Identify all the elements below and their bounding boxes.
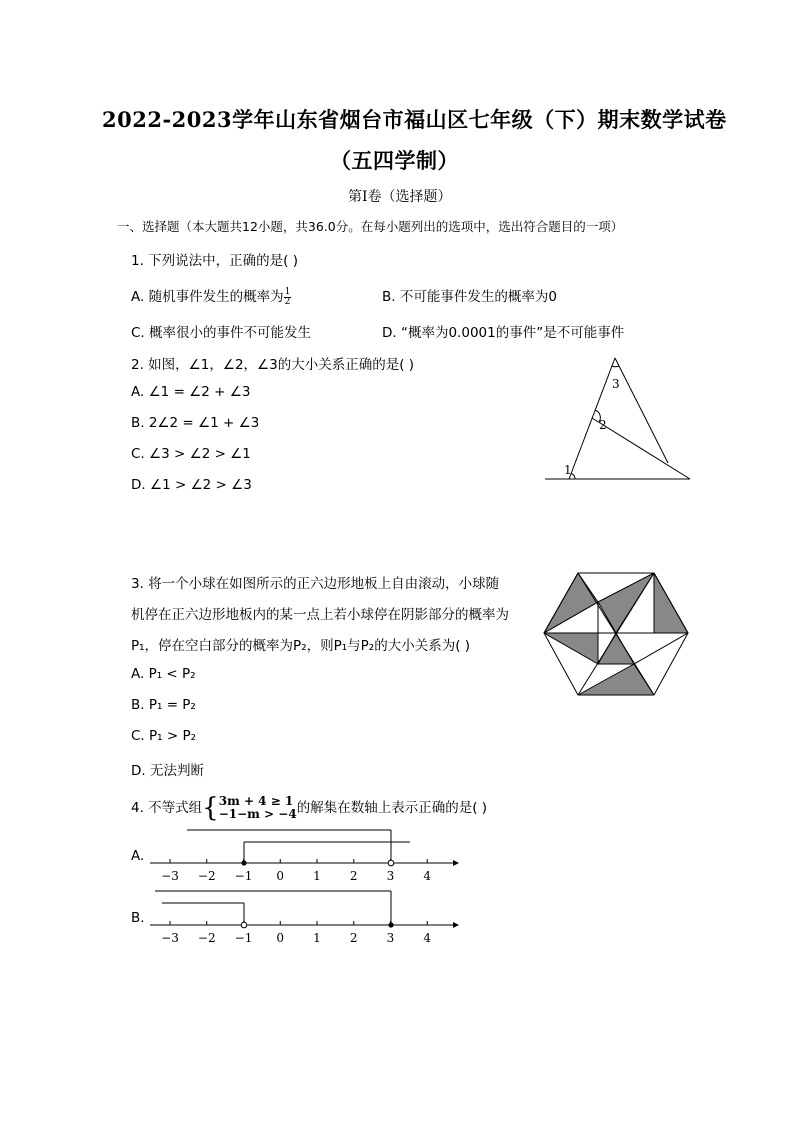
q4b-tick-label: −3 xyxy=(161,931,179,945)
exam-subtitle: （五四学制） xyxy=(330,148,459,173)
q4-stem-post: 的解集在数轴上表示正确的是( ) xyxy=(296,800,488,816)
q2-label-1: 1 xyxy=(564,463,572,477)
q4b-tick-label: 4 xyxy=(423,931,432,945)
q4b-solid-dot xyxy=(388,922,393,927)
q1-frac-den: 2 xyxy=(284,296,291,307)
q4a-tick-label: 0 xyxy=(276,869,285,883)
q4a-tick-label: 2 xyxy=(349,869,358,883)
q2-option-b[interactable]: B. 2∠2 = ∠1 + ∠3 xyxy=(131,415,260,431)
q2-option-c[interactable]: C. ∠3 > ∠2 > ∠1 xyxy=(131,446,251,462)
q4-system xyxy=(219,795,297,821)
q1-frac-num: 1 xyxy=(284,286,291,297)
q4-option-b-numberline xyxy=(145,887,465,947)
q4-option-a-label[interactable]: A. xyxy=(131,848,145,864)
q3-shade-bottom xyxy=(578,664,654,695)
q2-label-3: 3 xyxy=(612,377,620,391)
q4b-tick-label: −1 xyxy=(234,931,253,945)
q1-fraction xyxy=(284,288,292,307)
q2-option-a[interactable]: A. ∠1 = ∠2 + ∠3 xyxy=(131,384,251,400)
q2-option-d[interactable]: D. ∠1 > ∠2 > ∠3 xyxy=(131,477,252,493)
q4b-tick-label: 2 xyxy=(349,931,358,945)
q4b-tick-label: −2 xyxy=(197,931,216,945)
q2-angle1-arc xyxy=(572,474,576,480)
q3-option-b[interactable]: B. P₁ = P₂ xyxy=(131,697,196,713)
section-instructions: 一、选择题（本大题共12小题，共36.0分。在每小题列出的选项中，选出符合题目的一项） xyxy=(117,219,624,234)
q4-brace: { xyxy=(202,793,219,823)
q3-line1: 3. 将一个小球在如图所示的正六边形地板上自由滚动，小球随 xyxy=(131,576,500,592)
q1-option-a[interactable] xyxy=(131,285,291,307)
q4a-open-dot xyxy=(388,860,394,866)
q3-option-d[interactable]: D. 无法判断 xyxy=(131,763,204,779)
q1-option-b[interactable]: B. 不可能事件发生的概率为0 xyxy=(382,289,557,305)
q4b-open-dot xyxy=(241,922,247,928)
q1-option-d[interactable]: D. “概率为0.0001的事件”是不可能事件 xyxy=(382,325,625,341)
q3-line2: 机停在正六边形地板内的某一点上若小球停在阴影部分的概率为 xyxy=(131,607,509,623)
q1-stem: 1. 下列说法中，正确的是( ) xyxy=(131,253,298,269)
q4b-tick-label: 3 xyxy=(386,931,395,945)
q2-triangle-figure xyxy=(540,352,700,488)
q4-option-a-numberline xyxy=(145,825,465,885)
q4-system-line1: 3m + 4 ≥ 1 xyxy=(218,794,294,808)
q3-option-a[interactable]: A. P₁ < P₂ xyxy=(131,666,196,682)
q2-right-side xyxy=(615,358,668,463)
q2-angle3-arc xyxy=(612,366,619,367)
q4-option-b-label[interactable]: B. xyxy=(131,910,145,926)
q1-option-a-text: A. 随机事件发生的概率为 xyxy=(131,289,284,305)
q4b-arrow xyxy=(453,922,459,928)
q4a-solid-dot xyxy=(241,860,246,865)
q4-system-line2: −1−m > −4 xyxy=(218,807,297,821)
q3-shade-center-low xyxy=(598,633,634,664)
q4a-tick-label: −3 xyxy=(161,869,179,883)
q4b-tick-label: 0 xyxy=(276,931,285,945)
q3-hexagon-figure xyxy=(540,570,692,700)
exam-title: 2022-2023学年山东省烟台市福山区七年级（下）期末数学试卷 xyxy=(102,107,727,132)
q4-stem xyxy=(131,795,487,821)
q2-diagonal xyxy=(592,418,690,479)
q4a-tick-label: 4 xyxy=(423,869,432,883)
q4a-arrow xyxy=(453,860,459,866)
q3-line3: P₁，停在空白部分的概率为P₂，则P₁与P₂的大小关系为( ) xyxy=(131,638,471,654)
q4a-tick-label: 3 xyxy=(386,869,395,883)
q2-stem: 2. 如图，∠1，∠2，∠3的大小关系正确的是( ) xyxy=(131,357,415,373)
q4a-tick-label: 1 xyxy=(313,869,321,883)
q4b-tick-label: 1 xyxy=(313,931,321,945)
q3-option-c[interactable]: C. P₁ > P₂ xyxy=(131,728,197,744)
q4a-tick-label: −2 xyxy=(197,869,216,883)
q1-option-c[interactable]: C. 概率很小的事件不可能发生 xyxy=(131,325,312,341)
q3-shade-top-left xyxy=(544,573,598,633)
q4-stem-pre: 4. 不等式组 xyxy=(131,800,203,816)
part-heading: 第Ⅰ卷（选择题） xyxy=(348,189,452,205)
q2-label-2: 2 xyxy=(599,418,607,432)
q3-shade-top-mid xyxy=(598,573,654,633)
q4a-tick-label: −1 xyxy=(234,869,253,883)
